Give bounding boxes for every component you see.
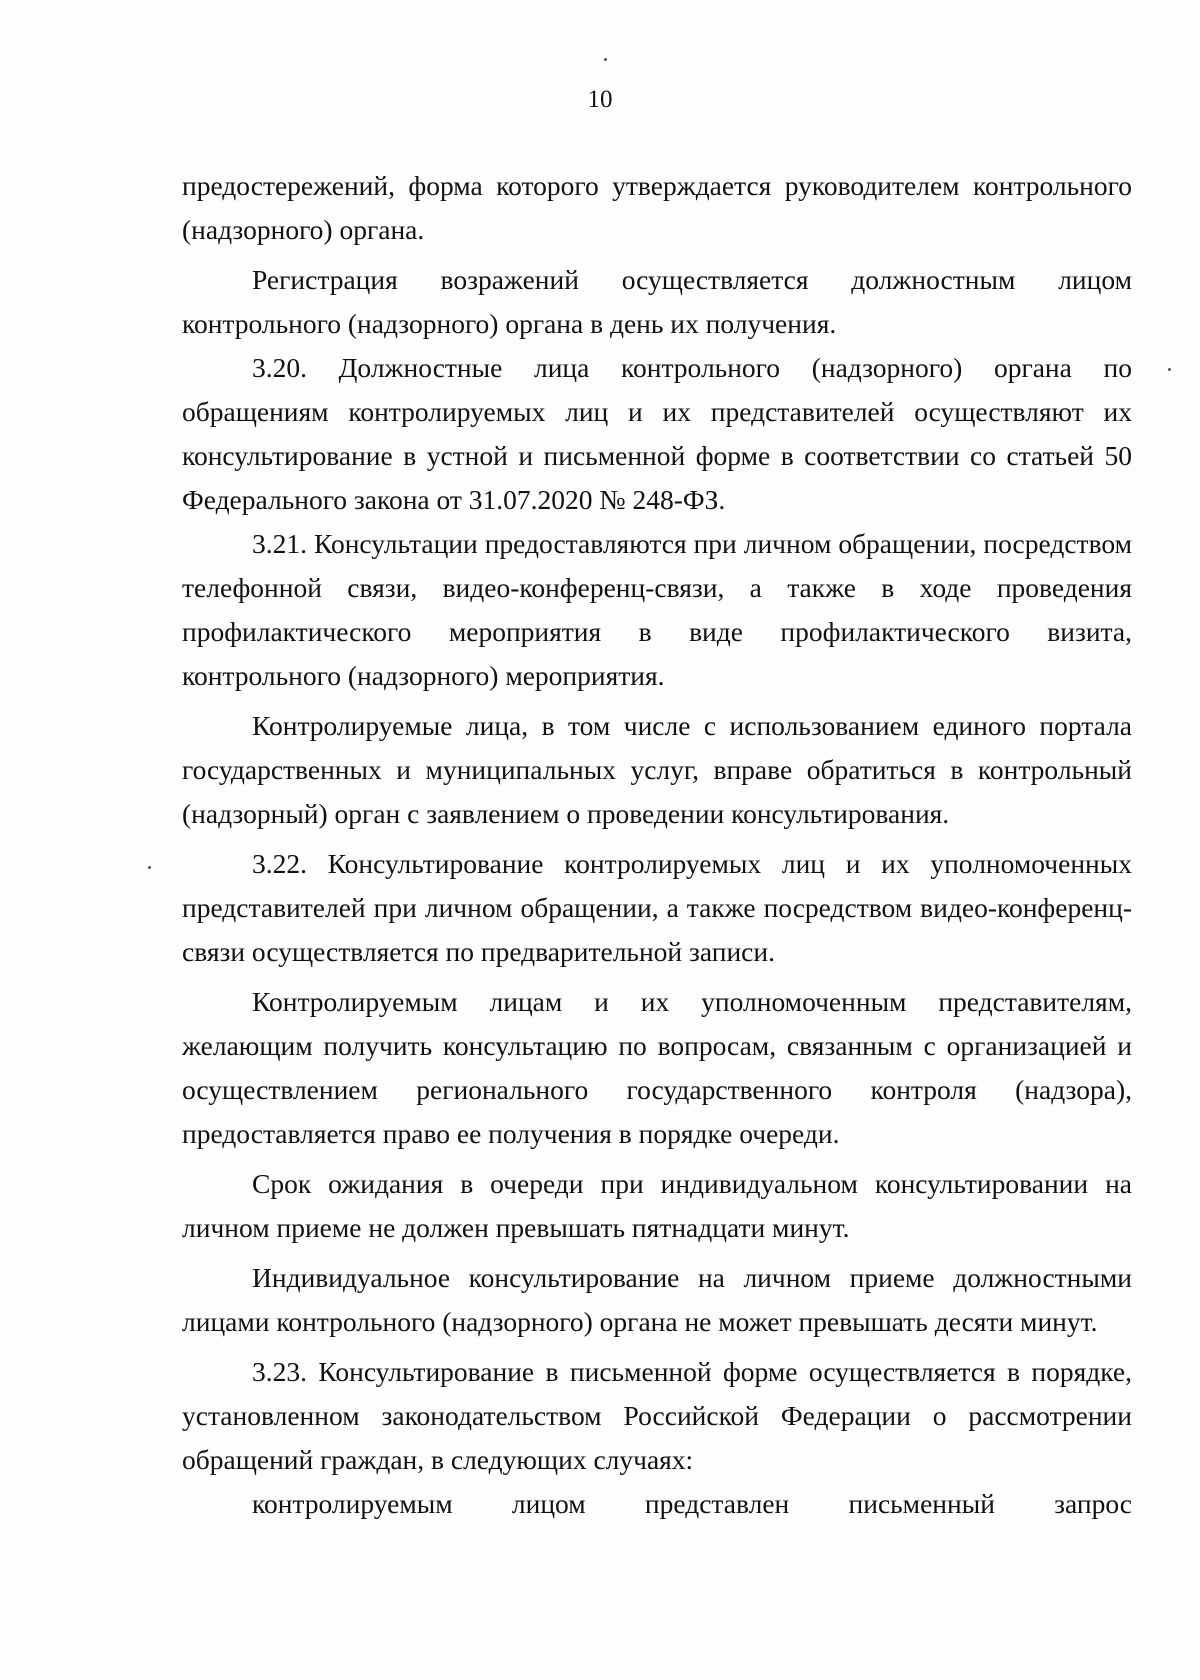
paragraph-3-20: 3.20. Должностные лица контрольного (надзорного) органа по обращениям контролируемых лиц и их представителей осуществляют их консультирование в устной и письменной форме в соответствии со статьей 50 Федерального закона от 31.07.2020 № 248-ФЗ.: [182, 352, 1132, 515]
paragraph-3-21: 3.21. Консультации предоставляются при личном обращении, посредством телефонной связи, видео-конференц-связи, а также в ходе проведения профилактического мероприятия в виде профилактического визита, контрольного (надзорного) мероприятия.: [182, 528, 1132, 691]
document-body: [182, 164, 1132, 1526]
paragraph-portal-request: Контролируемые лица, в том числе с использованием единого портала государственных и муниципальных услуг, вправе обратиться в контрольный (надзорный) орган с заявлением о проведении консультирования.: [182, 710, 1132, 829]
paragraph-3-23: 3.23. Консультирование в письменной форме осуществляется в порядке, установленном законодательством Российской Федерации о рассмотрении обращений граждан, в следующих случаях:: [182, 1356, 1132, 1475]
scan-speck: [148, 866, 151, 869]
paragraph-queue-right: Контролируемым лицам и их уполномоченным представителям, желающим получить консультацию по вопросам, связанным с организацией и осуществлением регионального государственного контроля (надзора), предоставляется право ее получения в порядке очереди.: [182, 986, 1132, 1149]
page-number: 10: [587, 86, 613, 113]
scan-speck: [1168, 368, 1171, 371]
paragraph-wait-time: Срок ожидания в очереди при индивидуальном консультировании на личном приеме не должен превышать пятнадцати минут.: [182, 1168, 1132, 1243]
paragraph-3-22: 3.22. Консультирование контролируемых лиц и их уполномоченных представителей при личном обращении, а также посредством видео-конференц-связи осуществляется по предварительной записи.: [182, 848, 1132, 967]
paragraph-written-request: контролируемым лицом представлен письменный запрос: [252, 1488, 1132, 1519]
paragraph-individual-duration: Индивидуальное консультирование на личном приеме должностными лицами контрольного (надзорного) органа не может превышать десяти минут.: [182, 1262, 1132, 1337]
scan-speck: [604, 58, 607, 61]
paragraph-continuation: предостережений, форма которого утверждается руководителем контрольного (надзорного) органа.: [182, 170, 1132, 245]
paragraph-objection-registration: Регистрация возражений осуществляется должностным лицом контрольного (надзорного) органа в день их получения.: [182, 264, 1132, 339]
